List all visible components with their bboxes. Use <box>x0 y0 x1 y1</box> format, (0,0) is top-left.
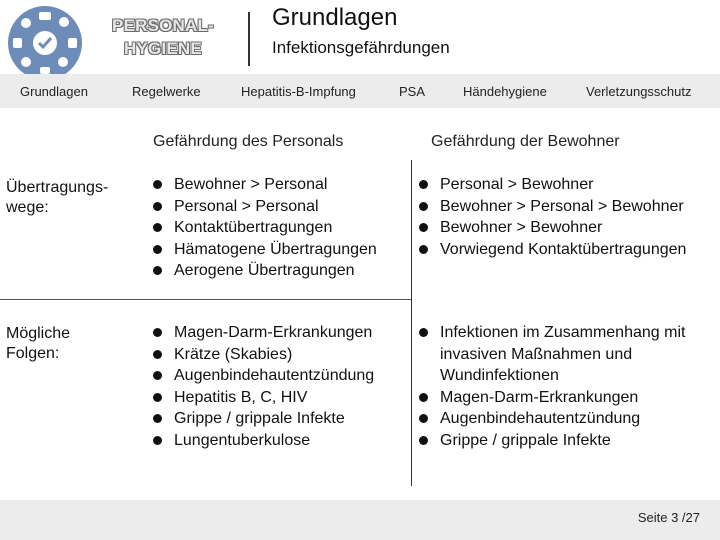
list-item <box>150 196 377 218</box>
row-label-folgen <box>6 324 70 364</box>
page-subtitle: Infektionsgefährdungen <box>272 38 450 57</box>
list-item <box>150 322 374 344</box>
list-item-text: Krätze (Skabies) <box>174 345 293 363</box>
nav-item-psa[interactable]: PSA <box>399 84 426 99</box>
brand-line-1: PERSONAL- <box>112 16 214 35</box>
list-item-text: Hepatitis B, C, HIV <box>174 388 308 406</box>
bullet-icon <box>419 328 428 337</box>
list-item <box>416 408 716 430</box>
list-item-text: Augenbindehautentzündung <box>440 410 641 427</box>
list-item-text: Personal > Personal <box>174 197 319 215</box>
title-divider <box>248 12 250 66</box>
page-title: Grundlagen <box>272 4 398 31</box>
brand-line-2: HYGIENE <box>124 39 202 58</box>
list-item <box>416 322 716 387</box>
list-item <box>416 217 686 239</box>
bullet-icon <box>153 266 162 275</box>
list-item <box>416 387 716 409</box>
row-label-line: Übertragungs- <box>6 179 109 196</box>
list-item-text: Magen-Darm-Erkrankungen <box>440 388 639 406</box>
nav-item-haendehygiene[interactable]: Händehygiene <box>463 84 547 99</box>
nav-item-hepatitis-b-impfung[interactable]: Hepatitis-B-Impfung <box>241 84 356 99</box>
bullet-icon <box>419 393 428 402</box>
list-item-text: Bewohner > Bewohner <box>440 219 603 236</box>
bullet-icon <box>153 436 162 445</box>
bullet-icon <box>153 180 162 189</box>
row-label-uebertragungswege <box>6 178 108 218</box>
list-bewohner-folgen <box>416 322 716 451</box>
list-item-text: Hämatogene Übertragungen <box>174 240 377 258</box>
list-item-text: Personal > Bewohner <box>440 176 594 193</box>
list-item-text: Bewohner > Personal <box>174 176 328 193</box>
list-item <box>150 174 377 196</box>
list-item <box>150 217 377 239</box>
bullet-icon <box>419 245 428 254</box>
column-header-bewohner: Gefährdung der Bewohner <box>431 133 620 150</box>
bullet-icon <box>419 223 428 232</box>
nav-bar <box>0 74 720 108</box>
column-header-personal: Gefährdung des Personals <box>153 133 344 150</box>
list-item <box>150 408 374 430</box>
list-item <box>416 174 686 196</box>
bullet-icon <box>419 180 428 189</box>
row-divider <box>0 299 411 300</box>
list-item-text: Vorwiegend Kontaktübertragungen <box>440 240 687 258</box>
list-item <box>150 260 377 282</box>
list-item-text: Grippe / grippale Infekte <box>440 431 611 449</box>
nav-item-grundlagen[interactable]: Grundlagen <box>20 84 88 99</box>
list-item <box>416 239 686 261</box>
list-item <box>150 239 377 261</box>
footer-bar <box>0 500 720 540</box>
list-item-text: Grippe / grippale Infekte <box>174 410 345 427</box>
bullet-icon <box>153 414 162 423</box>
bullet-icon <box>153 245 162 254</box>
row-label-line: Folgen: <box>6 345 60 362</box>
list-item-text: Augenbindehautentzündung <box>174 367 375 384</box>
bullet-icon <box>419 202 428 211</box>
list-personal-folgen <box>150 322 374 451</box>
list-item-text: Aerogene Übertragungen <box>174 262 355 279</box>
list-item-text: Bewohner > Personal > Bewohner <box>440 197 684 215</box>
row-label-line: wege: <box>6 199 49 216</box>
bullet-icon <box>153 223 162 232</box>
list-item <box>416 196 686 218</box>
list-item <box>150 387 374 409</box>
list-item-text: Magen-Darm-Erkrankungen <box>174 324 373 341</box>
nav-item-regelwerke[interactable]: Regelwerke <box>132 84 201 99</box>
bullet-icon <box>419 414 428 423</box>
list-item <box>150 365 374 387</box>
list-item <box>150 430 374 452</box>
brand-wordmark <box>100 14 226 60</box>
bullet-icon <box>153 350 162 359</box>
nav-item-verletzungsschutz[interactable]: Verletzungsschutz <box>586 84 692 99</box>
bullet-icon <box>153 202 162 211</box>
row-label-line: Mögliche <box>6 325 71 342</box>
list-item-text: Kontaktübertragungen <box>174 219 333 236</box>
column-divider <box>411 160 412 486</box>
list-item-text: Infektionen im Zusammenhang mit invasiven Maßnahmen und Wundinfektionen <box>440 324 686 384</box>
personal-hygiene-logo <box>6 4 84 82</box>
bullet-icon <box>153 393 162 402</box>
page-number: Seite 3 /27 <box>637 510 700 525</box>
list-bewohner-wege <box>416 174 686 260</box>
bullet-icon <box>153 328 162 337</box>
list-item <box>416 430 716 452</box>
list-item-text: Lungentuberkulose <box>174 431 311 449</box>
list-personal-wege <box>150 174 377 282</box>
list-item <box>150 344 374 366</box>
bullet-icon <box>153 371 162 380</box>
bullet-icon <box>419 436 428 445</box>
